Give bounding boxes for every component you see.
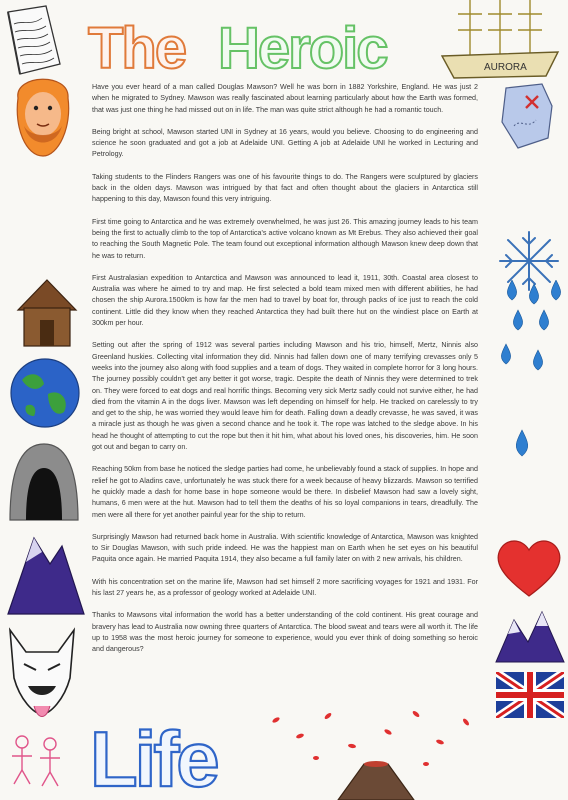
mawson-portrait bbox=[10, 68, 76, 160]
paragraph-6: Setting out after the spring of 1912 was several parties including Mawson and his trio, himself, Mertz, Ninnis also Greenland huskies. Collecting vital information they did. Ninnis had fallen down one of many terrifying crevasses only 5 weeks into the journey also along with food supplies and a team of dogs. They waited in complete horror for 3 long hours. The journey possibly couldn't get any better it got worse, tragic. Despite the death of Ninnis they were determined to trek on. They were forced to eat dogs and real horrific things. Becoming very sick Mertz sadly could not survive either, he had died from the vitamin A in the dogs liver. Mawson was left depending on himself for help. He tracked on carelessly to try and get to the ship, he was worried they would leave him for death. Falling down a deadly crevasse, he was saved, it was a miracle just as though he was given a second chance and he took it. The rope was latched to the sledge above. In his head he thought of attempting to cut the rope but then it hit him, what about his loved ones, his discoveries, him. He soon got out and began to carry on. bbox=[92, 341, 478, 452]
snowy-mountains-drawing bbox=[494, 606, 566, 664]
life-word: Life bbox=[90, 715, 217, 800]
article-body bbox=[92, 82, 478, 666]
earth-drawing bbox=[8, 356, 82, 430]
cave-drawing bbox=[6, 440, 82, 522]
treasure-map-drawing bbox=[498, 82, 558, 152]
title-word-heroic: Heroic bbox=[218, 16, 387, 81]
wolf-head-drawing bbox=[4, 624, 80, 724]
stick-figures-drawing bbox=[8, 734, 68, 796]
paragraph-10: Thanks to Mawsons vital information the world has a better understanding of the cold continent. His great courage and bravery has lead to Australia now owning three quarters of Antarctica. The blood sweat and tears were all worth it. The life up to 1958 was the most heroic journey for someone to experience, would you ever think of doing something so heroic and dangerous? bbox=[92, 611, 478, 654]
paragraph-8: Surprisingly Mawson had returned back home in Australia. With scientific knowledge of Antarctica, Mawson was knighted to Sir Douglas Mawson, with such pride indeed. He was the happiest man on Earth when he set eyes on his beautiful Paquita once again. He married Paquita 1914, they also became a full family later on with 2 new arrivals, his children. bbox=[92, 532, 478, 564]
paragraph-3: Taking students to the Flinders Rangers was one of his favourite things to do. The Rangers were sculptured by glaciers back in the olden days. Mawson was intrigued by that fact and often thought about the glaciers in Antarctica still happening to this day, Mawson found this very intriguing. bbox=[92, 172, 478, 204]
ship-aurora-drawing bbox=[430, 0, 568, 80]
paragraph-1: Have you ever heard of a man called Douglas Mawson? Well he was born in 1882 Yorkshire, England. He was just 2 when he migrated to Sydney. Mawson was really fascinated about learning particularly about how the Earth was formed, that was just one thing he had missed out on in life. The man was quite strict although he had a romantic touch. bbox=[92, 83, 478, 114]
paragraph-4: First time going to Antarctica and he was extremely overwhelmed, he was just 26. This amazing journey leads to his team being the first to actually climb to the top of Antarctica's active volcano known as Mt Erebus. They also achieved their goal to reaching the South Magnetic Pole. The team found out exceptional information although Mawson knew deep down that he was to return. bbox=[92, 217, 478, 260]
paragraph-2: Being bright at school, Mawson started UNI in Sydney at 16 years, would you believe. Choosing to do engineering and science he soon graduated and got a job at Adelaide UNI. Getting A job at Adelaide UNI he worked in Lecturing and Petrology. bbox=[92, 127, 478, 159]
paragraph-7: Reaching 50km from base he noticed the sledge parties had come, he unbelievably found a stack of supplies. In hope and relief he got to Aladins cave, unfortunately he was stuck there for a week because of heavy blizzards. Mawson so terrified he quickly made a dash for home base in hope someone would be there. In disbelief Mawson had saw a lovely sight, humans, 6 men were at the hut. Mawson had to tell them the deaths of his so loyal companions in tears, dreadfully. The men were all there for yet another painful year for the ship to return. bbox=[92, 465, 478, 519]
purple-mountain-drawing bbox=[4, 524, 86, 616]
ship-name-label: AURORA bbox=[484, 62, 527, 73]
water-drops-drawing bbox=[498, 280, 568, 480]
book-drawing bbox=[2, 4, 64, 76]
title-word-the: The bbox=[88, 16, 186, 81]
paragraph-9: With his concentration set on the marine life, Mawson had set himself 2 more sacrificing voyages for 1921 and 1931. For his last 27 years he, as a professor of geology worked at Adelaide UNI. bbox=[92, 577, 478, 597]
life-word-graphic bbox=[82, 706, 272, 800]
union-jack-flag-drawing bbox=[496, 672, 564, 718]
volcano-drawing bbox=[256, 706, 496, 800]
paragraph-5: First Australasian expedition to Antarctica and Mawson was announced to lead it, 1911, 30th. Coastal area closest to Australia was where he aimed to try and map. He first selected a bold team mixed men with different abilities, he had chosen the ship Aurora.1500km is how far the men had to travel by boat for, through packs of ice just to reach the cold continent. Little did they know when they reached Antarctica they had built there hut on the windiest place on Earth at 300km per hour. bbox=[92, 273, 478, 328]
hut-drawing bbox=[14, 278, 80, 350]
heart-drawing bbox=[494, 536, 564, 600]
